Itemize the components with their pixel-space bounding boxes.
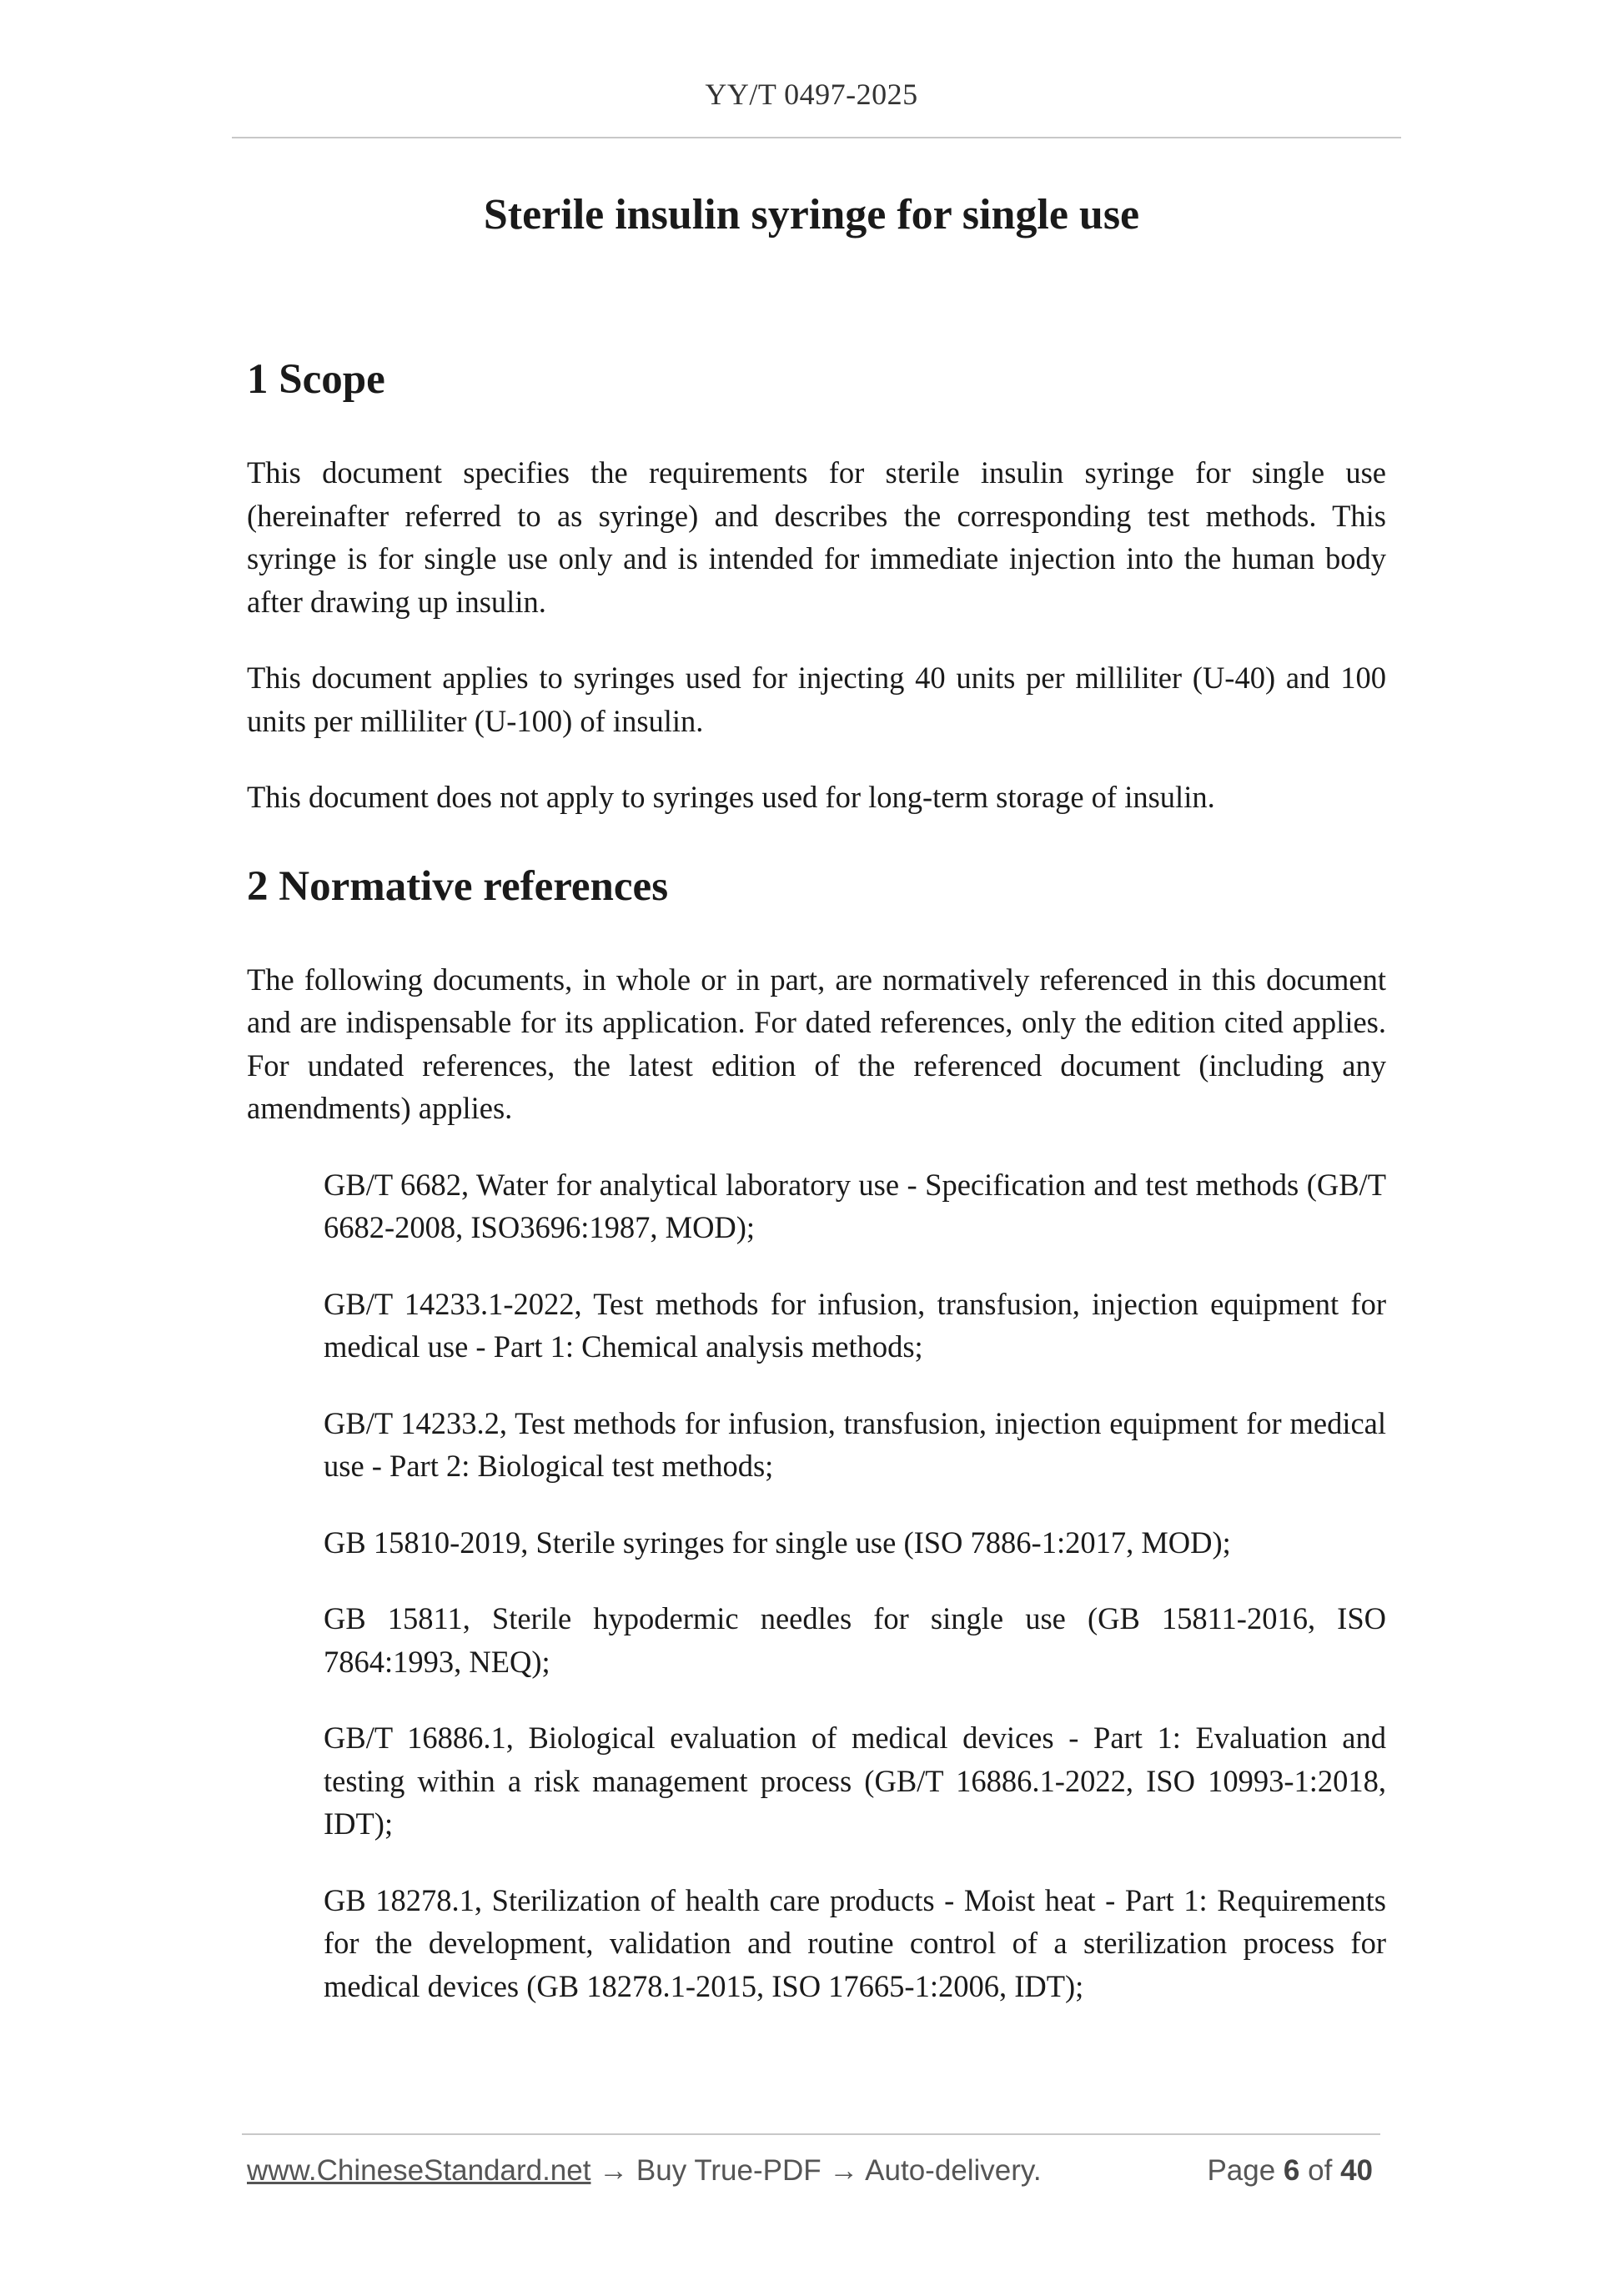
page-indicator <box>1207 2154 1373 2188</box>
reference-item: GB/T 6682, Water for analytical laboratory use - Specification and test methods (GB/T 6682-2008, ISO3696:1987, MOD); <box>324 1167 1386 1245</box>
reference-item: GB 15810-2019, Sterile syringes for single use (ISO 7886-1:2017, MOD); <box>324 1525 1231 1560</box>
footer-promo-text: → Buy True-PDF → Auto-delivery. <box>590 2154 1042 2187</box>
reference-item: GB/T 14233.1-2022, Test methods for infusion, transfusion, injection equipment for medical use - Part 1: Chemical analysis methods; <box>324 1286 1386 1364</box>
total-pages: 40 <box>1340 2154 1373 2187</box>
page-label: Page <box>1207 2154 1276 2187</box>
footer-promo <box>247 2154 1042 2188</box>
footer-divider <box>242 2133 1380 2135</box>
scope-paragraph-2: This document applies to syringes used for injecting 40 units per milliliter (U-40) and 100 units per milliliter (U-100) of insulin. <box>247 661 1386 738</box>
website-link[interactable]: www.ChineseStandard.net <box>247 2154 591 2187</box>
scope-paragraph-1: This document specifies the requirements for sterile insulin syringe for single use (hereinafter referred to as syringe) and describes the corresponding test methods. This syringe is for single use only and is intended for immediate injection into the human body after drawing up insulin. <box>247 455 1386 619</box>
section-heading-scope: 1 Scope <box>247 356 385 403</box>
document-title: Sterile insulin syringe for single use <box>483 191 1140 239</box>
scope-paragraph-3: This document does not apply to syringes used for long-term storage of insulin. <box>247 780 1215 815</box>
reference-item: GB 15811, Sterile hypodermic needles for single use (GB 15811-2016, ISO 7864:1993, NEQ); <box>324 1601 1386 1679</box>
reference-item: GB/T 14233.2, Test methods for infusion, transfusion, injection equipment for medical use - Part 2: Biological test methods; <box>324 1405 1386 1484</box>
reference-item: GB/T 16886.1, Biological evaluation of medical devices - Part 1: Evaluation and testing within a risk management process (GB/T 16886.1-2022, ISO 10993-1:2018, IDT); <box>324 1721 1386 1841</box>
normative-intro-paragraph: The following documents, in whole or in part, are normatively referenced in this document and are indispensable for its application. For dated references, only the edition cited applies. For undated references, the latest edition of the referenced document (including any amendments) applies. <box>247 962 1386 1126</box>
header-divider <box>232 137 1401 138</box>
reference-item: GB 18278.1, Sterilization of health care products - Moist heat - Part 1: Requirements for the development, validation and routine control of a sterilization process for medical devices (GB 18278.1-2015, ISO 17665-1:2006, IDT); <box>324 1882 1386 2003</box>
section-heading-normative-references: 2 Normative references <box>247 862 669 910</box>
of-label: of <box>1308 2154 1333 2187</box>
standard-code-header: YY/T 0497-2025 <box>705 78 918 111</box>
document-body <box>247 354 1386 2007</box>
current-page-number: 6 <box>1283 2154 1300 2187</box>
